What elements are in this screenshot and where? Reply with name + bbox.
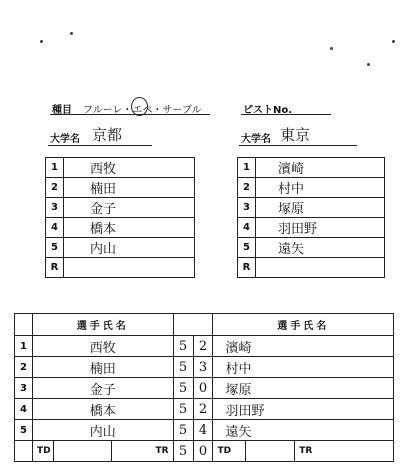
left-score: 5 xyxy=(173,336,193,357)
row-number: 1 xyxy=(238,158,256,178)
left-score: 5 xyxy=(173,378,193,399)
scan-speck xyxy=(70,32,73,35)
row-number: 2 xyxy=(238,178,256,198)
row-number: 4 xyxy=(46,218,64,238)
player-name: 内山 xyxy=(64,238,195,258)
left-fencer: 橋本 xyxy=(32,399,173,420)
right-fencer: 羽田野 xyxy=(213,399,394,420)
player-name: 楠田 xyxy=(64,178,195,198)
scan-speck xyxy=(40,40,43,43)
bout-number: 4 xyxy=(15,399,33,420)
piste-label: ピストNo. xyxy=(243,105,293,116)
total-left-score: 5 xyxy=(173,441,193,462)
player-name: 濱崎 xyxy=(256,158,385,178)
player-name: 塚原 xyxy=(256,198,385,218)
bout-number: 5 xyxy=(15,420,33,441)
event-underline xyxy=(50,114,210,115)
row-number: 3 xyxy=(238,198,256,218)
header-blank xyxy=(15,314,33,336)
roster-row xyxy=(46,218,195,238)
right-score: 2 xyxy=(193,399,213,420)
bout-number: 2 xyxy=(15,357,33,378)
table-row xyxy=(15,420,394,441)
right-roster-table xyxy=(237,157,385,278)
reserve-name xyxy=(256,258,385,278)
row-number: 3 xyxy=(46,198,64,218)
player-name: 羽田野 xyxy=(256,218,385,238)
left-university-underline xyxy=(48,145,152,146)
header-score-blank xyxy=(173,314,213,336)
left-td-label: TD xyxy=(32,441,53,462)
left-score: 5 xyxy=(173,420,193,441)
right-fencer: 遠矢 xyxy=(213,420,394,441)
right-fencer: 村中 xyxy=(213,357,394,378)
left-score: 5 xyxy=(173,399,193,420)
left-university-label: 大学名 xyxy=(50,134,80,145)
scan-speck xyxy=(367,63,370,66)
roster-row-reserve xyxy=(238,258,385,278)
table-row xyxy=(15,357,394,378)
roster-row xyxy=(238,238,385,258)
row-number: 5 xyxy=(46,238,64,258)
roster-row xyxy=(46,158,195,178)
reserve-label: R xyxy=(238,258,256,278)
reserve-name xyxy=(64,258,195,278)
row-number: 1 xyxy=(46,158,64,178)
right-score: 0 xyxy=(193,378,213,399)
right-td-label: TD xyxy=(213,441,246,462)
event-options: フルーレ・エペ・サーブル xyxy=(83,105,202,116)
row-number: 4 xyxy=(238,218,256,238)
right-score: 3 xyxy=(193,357,213,378)
left-name-header: 選手氏名 xyxy=(32,314,173,336)
player-name: 橋本 xyxy=(64,218,195,238)
table-row xyxy=(15,336,394,357)
scan-speck xyxy=(392,40,395,43)
right-fencer: 濱崎 xyxy=(213,336,394,357)
table-row xyxy=(15,378,394,399)
scan-speck xyxy=(330,47,333,50)
left-fencer: 金子 xyxy=(32,378,173,399)
row-number: 5 xyxy=(238,238,256,258)
left-score: 5 xyxy=(173,357,193,378)
roster-row xyxy=(46,178,195,198)
reserve-label: R xyxy=(46,258,64,278)
right-university-label: 大学名 xyxy=(241,134,271,145)
totals-row xyxy=(15,441,394,462)
player-name: 村中 xyxy=(256,178,385,198)
right-university-name: 東京 xyxy=(280,126,311,144)
left-tr-label: TR xyxy=(111,441,173,462)
left-fencer: 楠田 xyxy=(32,357,173,378)
player-name: 金子 xyxy=(64,198,195,218)
roster-row xyxy=(46,238,195,258)
right-name-header: 選手氏名 xyxy=(213,314,394,336)
row-number: 2 xyxy=(46,178,64,198)
right-university-underline xyxy=(239,145,357,146)
player-name: 西牧 xyxy=(64,158,195,178)
totals-blank xyxy=(15,441,33,462)
left-fencer: 内山 xyxy=(32,420,173,441)
roster-row xyxy=(46,198,195,218)
results-table xyxy=(14,313,394,462)
right-td-value xyxy=(246,441,295,462)
results-header-row xyxy=(15,314,394,336)
right-tr-label: TR xyxy=(295,441,394,462)
roster-row xyxy=(238,178,385,198)
piste-underline xyxy=(241,114,331,115)
right-score: 2 xyxy=(193,336,213,357)
left-roster-table xyxy=(45,157,195,278)
bout-number: 1 xyxy=(15,336,33,357)
roster-row xyxy=(238,218,385,238)
roster-row xyxy=(238,198,385,218)
left-fencer: 西牧 xyxy=(32,336,173,357)
right-fencer: 塚原 xyxy=(213,378,394,399)
player-name: 遠矢 xyxy=(256,238,385,258)
table-row xyxy=(15,399,394,420)
total-right-score: 0 xyxy=(193,441,213,462)
roster-row xyxy=(238,158,385,178)
roster-row-reserve xyxy=(46,258,195,278)
left-university-name: 京都 xyxy=(92,126,123,144)
right-score: 4 xyxy=(193,420,213,441)
bout-number: 3 xyxy=(15,378,33,399)
left-td-value xyxy=(53,441,111,462)
event-label: 種目 xyxy=(52,105,72,116)
